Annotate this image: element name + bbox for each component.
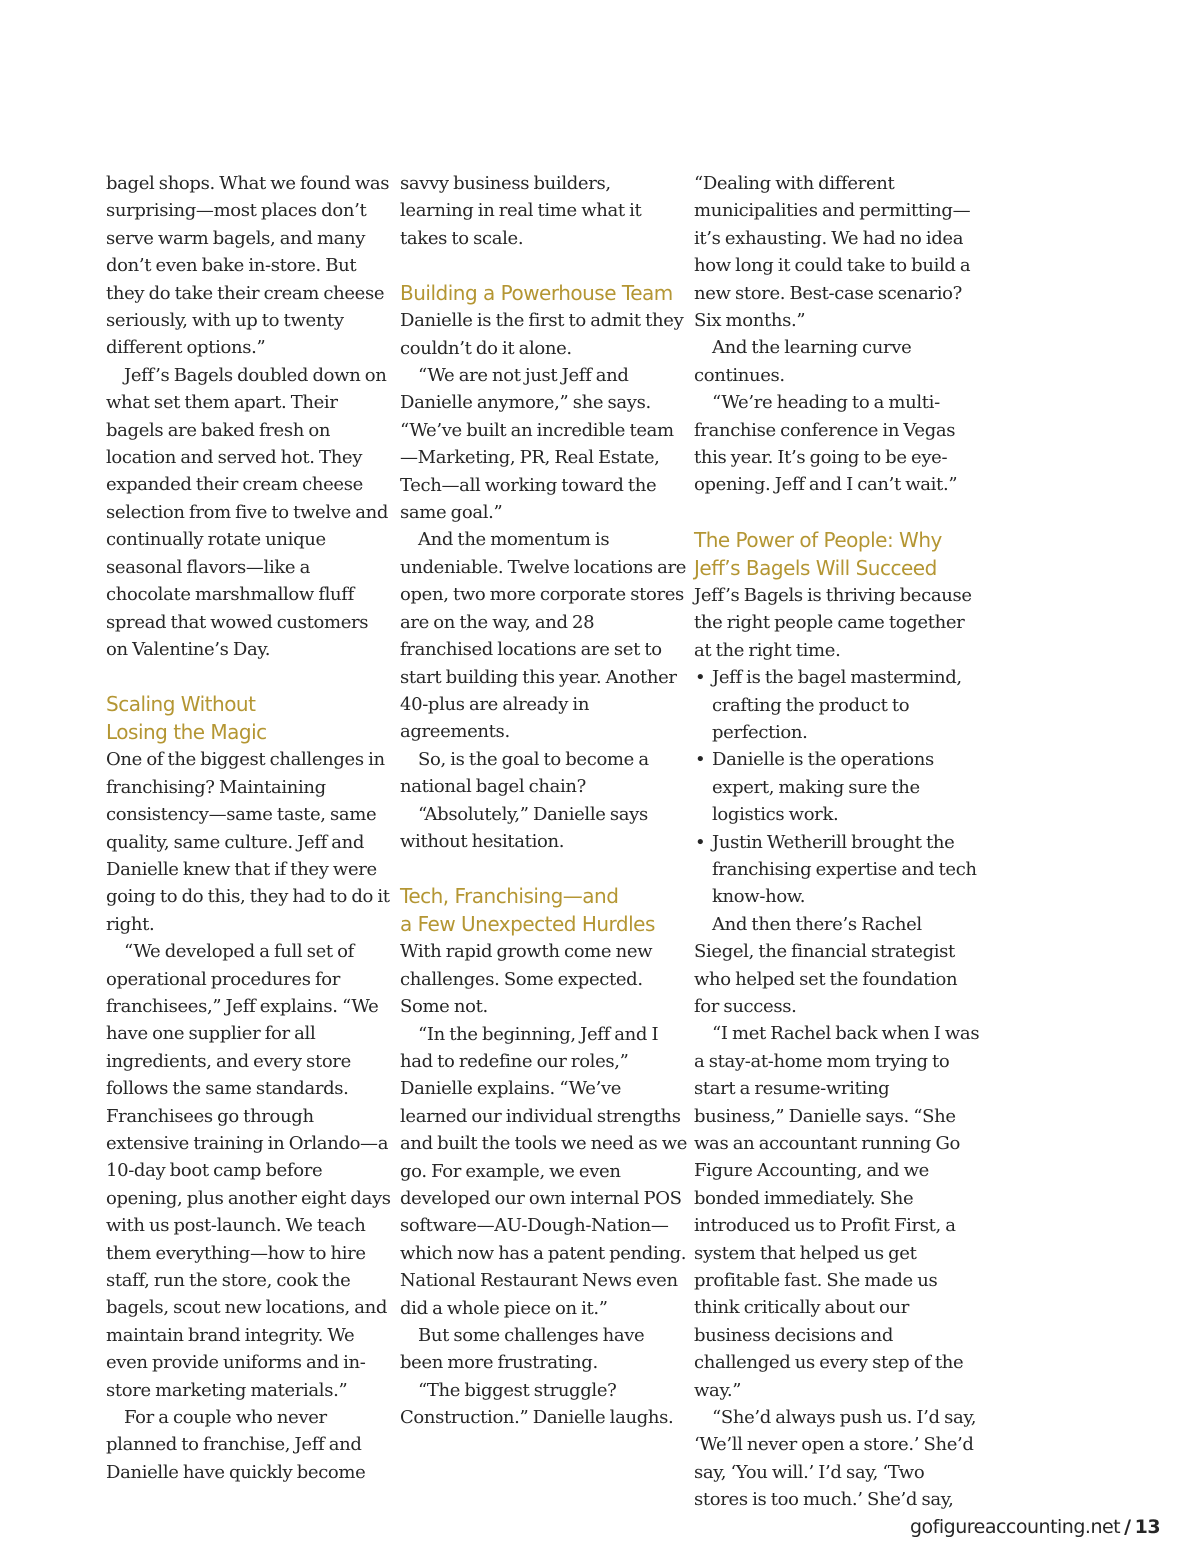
paragraph: One of the biggest challenges in franchising? Maintaining consistency—same taste, same quality, same culture. Jeff and Danielle knew that if they were going to do this, they had to do it right. bbox=[106, 749, 390, 935]
paragraph: “We’re heading to a multi-franchise conference in Vegas this year. It’s going to be eye-opening. Jeff and I can’t wait.” bbox=[694, 392, 958, 496]
section-heading-powerhouse-team: Building a Powerhouse Team bbox=[400, 281, 673, 306]
paragraph: “She’d always push us. I’d say, ‘We’ll never open a store.’ She’d say, ‘You will.’ I’d say, ‘Two stores is too much.’ She’d say, bbox=[694, 1407, 977, 1511]
paragraph: “We developed a full set of operational procedures for franchisees,” Jeff explains. “We have one supplier for all ingredients, and every store follows the same standards. Franchisees go through extensive training in Orlando—a 10-day boot camp before opening, plus another eight days with us post-launch. We teach them everything—how to hire staff, run the store, cook the bagels, scout new locations, and maintain brand integrity. We even provide uniforms and in-store marketing materials.” bbox=[106, 941, 391, 1401]
list-item bbox=[694, 746, 982, 828]
heading-line: Tech, Franchising—and bbox=[400, 884, 619, 909]
paragraph: For a couple who never planned to franchise, Jeff and Danielle have quickly become bbox=[106, 1407, 366, 1483]
section-heading-power-of-people bbox=[694, 526, 982, 582]
paragraph: So, is the goal to become a national bagel chain? bbox=[400, 748, 649, 798]
list-item bbox=[694, 829, 982, 911]
list-item-text: Danielle is the operations expert, making sure the logistics work. bbox=[712, 749, 934, 826]
article-column-3 bbox=[694, 170, 982, 1514]
paragraph: “Absolutely,” Danielle says without hesitation. bbox=[400, 803, 648, 852]
heading-line: Losing the Magic bbox=[106, 720, 267, 745]
paragraph: “The biggest struggle? Construction.” Danielle laughs. bbox=[400, 1379, 674, 1429]
list-item-text: Jeff is the bagel mastermind, crafting the product to perfection. bbox=[712, 667, 962, 743]
section-heading-tech-franchising bbox=[400, 882, 688, 938]
heading-line: a Few Unexpected Hurdles bbox=[400, 912, 655, 937]
paragraph: “In the beginning, Jeff and I had to redefine our roles,” Danielle explains. “We’ve learned our individual strengths and built the tools we need as we go. For example, we even developed our own internal POS software—AU-Dough-Nation—which now has a patent pending. National Restaurant News even did a whole piece on it.” bbox=[400, 1023, 688, 1319]
paragraph: And the momentum is undeniable. Twelve locations are open, two more corporate stores are on the way, and 28 franchised locations are set to start building this year. Another 40-plus are already in agreements. bbox=[400, 529, 687, 743]
paragraph: With rapid growth come new challenges. Some expected. Some not. bbox=[400, 941, 653, 1018]
article-column-2 bbox=[400, 170, 688, 1432]
paragraph: Jeff’s Bagels is thriving because the right people came together at the right time. bbox=[694, 584, 972, 661]
section-heading-scaling bbox=[106, 690, 394, 746]
people-list bbox=[694, 664, 982, 911]
heading-line: Jeff’s Bagels Will Succeed bbox=[694, 555, 937, 580]
page-footer bbox=[910, 1516, 1160, 1538]
paragraph: “I met Rachel back when I was a stay-at-home mom trying to start a resume-writing business,” Danielle says. “She was an accountant running Go Figure Accounting, and we bonded immediately. She introduced us to Profit First, a system that helped us get profitable fast. She made us think critically about our business decisions and challenged us every step of the way.” bbox=[694, 1023, 980, 1401]
footer-website: gofigureaccounting.net bbox=[910, 1516, 1121, 1538]
paragraph: Danielle is the first to admit they couldn’t do it alone. bbox=[400, 310, 684, 359]
page-number: 13 bbox=[1134, 1516, 1161, 1538]
list-item bbox=[694, 664, 982, 746]
paragraph: “Dealing with different municipalities and permitting—it’s exhausting. We had no idea how long it could take to build a new store. Best-case scenario? Six months.” bbox=[694, 173, 971, 332]
article-column-1 bbox=[106, 170, 394, 1486]
list-item-text: Justin Wetherill brought the franchising expertise and tech know-how. bbox=[712, 831, 977, 908]
paragraph: But some challenges have been more frustrating. bbox=[400, 1325, 645, 1374]
paragraph: And the learning curve continues. bbox=[694, 337, 912, 386]
paragraph: And then there’s Rachel Siegel, the financial strategist who helped set the foundation for success. bbox=[694, 913, 958, 1017]
bullet-icon: • bbox=[695, 749, 706, 771]
bullet-icon: • bbox=[695, 667, 706, 689]
paragraph: savvy business builders, learning in real time what it takes to scale. bbox=[400, 173, 642, 249]
heading-line: The Power of People: Why bbox=[694, 527, 942, 552]
bullet-icon: • bbox=[695, 831, 706, 853]
paragraph: “We are not just Jeff and Danielle anymore,” she says. “We’ve built an incredible team—Marketing, PR, Real Estate, Tech—all working toward the same goal.” bbox=[400, 365, 674, 524]
paragraph: Jeff’s Bagels doubled down on what set them apart. Their bagels are baked fresh on location and served hot. They expanded their cream cheese selection from five to twelve and continually rotate unique seasonal flavors—like a chocolate marshmallow fluff spread that wowed customers on Valentine’s Day. bbox=[106, 364, 389, 660]
heading-line: Scaling Without bbox=[106, 692, 256, 717]
footer-separator: / bbox=[1124, 1516, 1131, 1538]
paragraph: bagel shops. What we found was surprising—most places don’t serve warm bagels, and many don’t even bake in-store. But they do take their cream cheese seriously, with up to twenty different options.” bbox=[106, 173, 390, 359]
